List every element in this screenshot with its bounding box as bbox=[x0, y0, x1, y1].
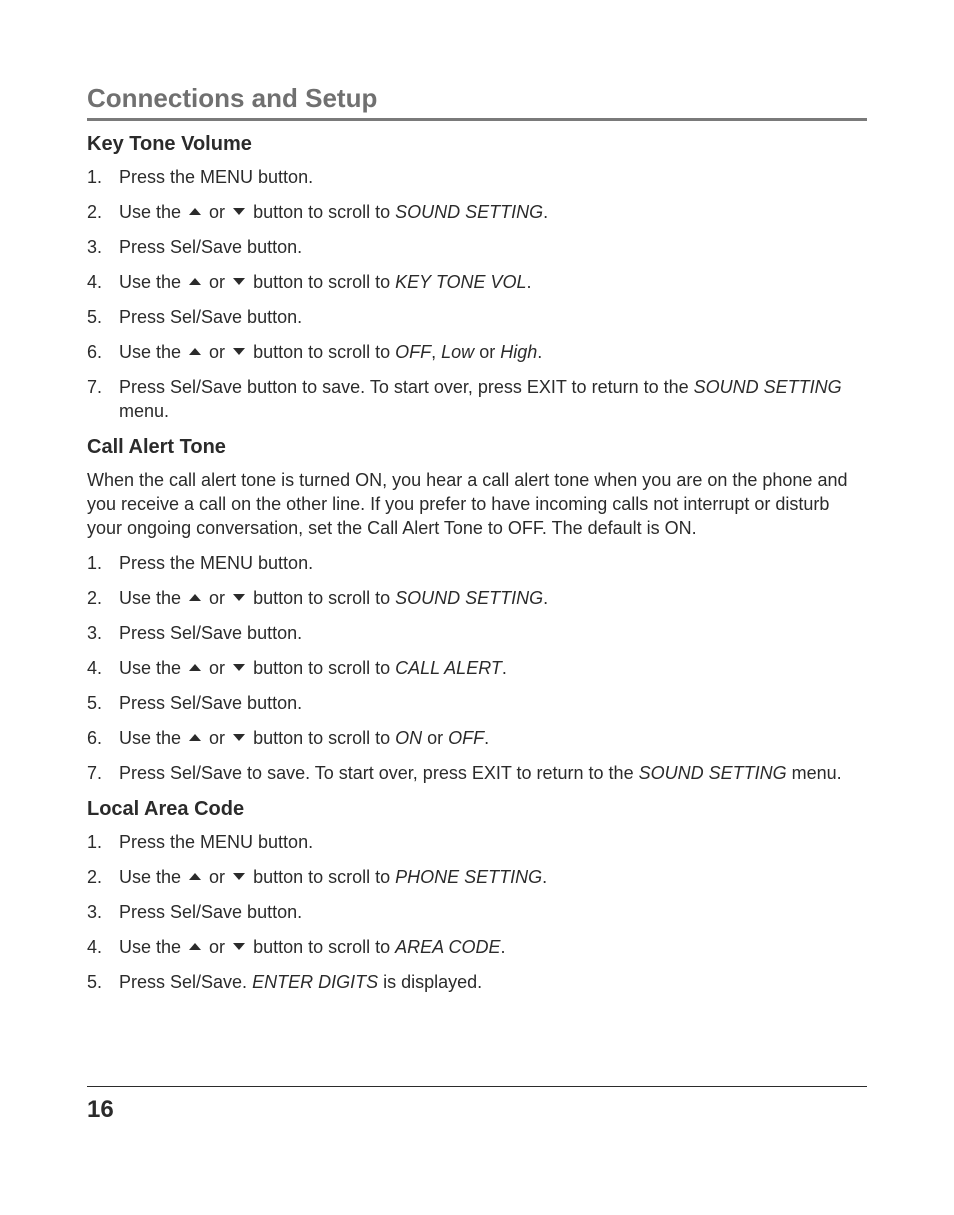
page-content bbox=[87, 80, 867, 1005]
text-run: or bbox=[209, 272, 226, 292]
step-text bbox=[119, 728, 489, 748]
text-run: Press Sel/Save button. bbox=[119, 902, 303, 922]
step-number: 2. bbox=[87, 202, 103, 222]
menu-term: OFF bbox=[448, 728, 485, 748]
step-text bbox=[119, 623, 302, 643]
step-number: 1. bbox=[87, 553, 103, 573]
step-number: 3. bbox=[87, 623, 103, 643]
text-run: button to scroll to bbox=[253, 588, 396, 608]
sections-container bbox=[87, 131, 867, 994]
section-heading: Key Tone Volume bbox=[87, 133, 252, 155]
steps-list bbox=[87, 165, 867, 423]
text-run: button to scroll to bbox=[253, 937, 396, 957]
down-arrow-icon bbox=[233, 664, 245, 671]
up-arrow-icon bbox=[189, 664, 201, 671]
step-text bbox=[119, 972, 482, 992]
step-item bbox=[87, 305, 867, 329]
menu-term: ON bbox=[395, 728, 423, 748]
text-run: Press Sel/Save button to save. To start over, press EXIT to return to the bbox=[119, 377, 694, 397]
up-arrow-icon bbox=[189, 873, 201, 880]
step-item bbox=[87, 761, 867, 785]
step-text bbox=[119, 342, 542, 362]
step-number: 4. bbox=[87, 937, 103, 957]
step-item bbox=[87, 970, 867, 994]
step-item bbox=[87, 621, 867, 645]
step-text bbox=[119, 237, 302, 257]
up-arrow-icon bbox=[189, 208, 201, 215]
text-run: Press Sel/Save to save. To start over, press EXIT to return to the bbox=[119, 763, 639, 783]
step-text bbox=[119, 902, 302, 922]
step-item bbox=[87, 165, 867, 189]
section-heading: Call Alert Tone bbox=[87, 436, 226, 458]
menu-term: Low bbox=[441, 342, 475, 362]
text-run: Use the bbox=[119, 202, 182, 222]
menu-term: OFF bbox=[395, 342, 432, 362]
text-run: . bbox=[484, 728, 490, 748]
text-run: or bbox=[209, 202, 226, 222]
text-run: . bbox=[526, 272, 532, 292]
down-arrow-icon bbox=[233, 278, 245, 285]
up-arrow-icon bbox=[189, 943, 201, 950]
step-number: 6. bbox=[87, 728, 103, 748]
text-run: Use the bbox=[119, 867, 182, 887]
step-text bbox=[119, 937, 506, 957]
step-text bbox=[119, 832, 313, 852]
text-run: Press the MENU button. bbox=[119, 167, 314, 187]
up-arrow-icon bbox=[189, 278, 201, 285]
text-run: or bbox=[209, 658, 226, 678]
down-arrow-icon bbox=[233, 734, 245, 741]
steps-list bbox=[87, 830, 867, 994]
step-number: 1. bbox=[87, 832, 103, 852]
step-number: 4. bbox=[87, 272, 103, 292]
text-run: menu. bbox=[119, 401, 170, 421]
down-arrow-icon bbox=[233, 873, 245, 880]
step-number: 2. bbox=[87, 867, 103, 887]
steps-list bbox=[87, 551, 867, 785]
step-text bbox=[119, 272, 532, 292]
text-run: Press the MENU button. bbox=[119, 553, 314, 573]
chapter-title: Connections and Setup bbox=[87, 80, 867, 121]
menu-term: PHONE SETTING bbox=[395, 867, 543, 887]
menu-term: High bbox=[500, 342, 538, 362]
step-text bbox=[119, 307, 302, 327]
up-arrow-icon bbox=[189, 594, 201, 601]
step-text bbox=[119, 693, 302, 713]
step-item bbox=[87, 691, 867, 715]
text-run: . bbox=[537, 342, 543, 362]
step-item bbox=[87, 865, 867, 889]
step-number: 4. bbox=[87, 658, 103, 678]
up-arrow-icon bbox=[189, 348, 201, 355]
step-item bbox=[87, 340, 867, 364]
text-run: button to scroll to bbox=[253, 202, 396, 222]
text-run: button to scroll to bbox=[253, 728, 396, 748]
step-number: 1. bbox=[87, 167, 103, 187]
text-run: is displayed. bbox=[378, 972, 483, 992]
text-run: Press Sel/Save button. bbox=[119, 623, 303, 643]
menu-term: KEY TONE VOL bbox=[395, 272, 527, 292]
text-run: or bbox=[209, 937, 226, 957]
step-item bbox=[87, 935, 867, 959]
step-item bbox=[87, 726, 867, 750]
menu-term: SOUND SETTING bbox=[395, 202, 544, 222]
text-run: , bbox=[431, 342, 442, 362]
text-run: . bbox=[500, 937, 506, 957]
step-number: 5. bbox=[87, 307, 103, 327]
step-text bbox=[119, 377, 842, 421]
menu-term: SOUND SETTING bbox=[638, 763, 787, 783]
footer-divider bbox=[87, 1086, 867, 1087]
text-run: or bbox=[209, 867, 226, 887]
step-item bbox=[87, 586, 867, 610]
up-arrow-icon bbox=[189, 734, 201, 741]
step-item bbox=[87, 375, 867, 423]
step-number: 7. bbox=[87, 763, 103, 783]
text-run: button to scroll to bbox=[253, 658, 396, 678]
step-number: 5. bbox=[87, 693, 103, 713]
section-heading: Local Area Code bbox=[87, 798, 245, 820]
step-number: 3. bbox=[87, 237, 103, 257]
step-text bbox=[119, 867, 547, 887]
step-text bbox=[119, 763, 842, 783]
step-text bbox=[119, 588, 548, 608]
text-run: Press the MENU button. bbox=[119, 832, 314, 852]
text-run: Use the bbox=[119, 588, 182, 608]
text-run: or bbox=[209, 588, 226, 608]
menu-term: SOUND SETTING bbox=[693, 377, 842, 397]
page-number: 16 bbox=[87, 1096, 114, 1123]
down-arrow-icon bbox=[233, 594, 245, 601]
menu-term: AREA CODE bbox=[395, 937, 501, 957]
text-run: or bbox=[422, 728, 449, 748]
down-arrow-icon bbox=[233, 943, 245, 950]
section-paragraph: When the call alert tone is turned ON, you hear a call alert tone when you are on the phone and you receive a call on the other line. If you prefer to have incoming calls not interrupt or disturb your ongoing conversation, set the Call Alert Tone to OFF. The default is ON. bbox=[87, 470, 848, 538]
text-run: . bbox=[543, 202, 549, 222]
step-item bbox=[87, 235, 867, 259]
text-run: or bbox=[474, 342, 501, 362]
text-run: . bbox=[543, 588, 549, 608]
step-number: 6. bbox=[87, 342, 103, 362]
step-text bbox=[119, 553, 313, 573]
step-item bbox=[87, 551, 867, 575]
menu-term: SOUND SETTING bbox=[395, 588, 544, 608]
down-arrow-icon bbox=[233, 348, 245, 355]
step-text bbox=[119, 167, 313, 187]
text-run: button to scroll to bbox=[253, 867, 396, 887]
text-run: or bbox=[209, 342, 226, 362]
step-text bbox=[119, 658, 507, 678]
text-run: or bbox=[209, 728, 226, 748]
down-arrow-icon bbox=[233, 208, 245, 215]
text-run: Use the bbox=[119, 658, 182, 678]
menu-term: ENTER DIGITS bbox=[252, 972, 379, 992]
text-run: Press Sel/Save button. bbox=[119, 237, 303, 257]
text-run: Press Sel/Save. bbox=[119, 972, 253, 992]
step-item bbox=[87, 270, 867, 294]
step-number: 5. bbox=[87, 972, 103, 992]
text-run: button to scroll to bbox=[253, 342, 396, 362]
text-run: Use the bbox=[119, 728, 182, 748]
step-number: 7. bbox=[87, 377, 103, 397]
text-run: . bbox=[542, 867, 548, 887]
step-item bbox=[87, 200, 867, 224]
step-item bbox=[87, 656, 867, 680]
step-text bbox=[119, 202, 548, 222]
text-run: Use the bbox=[119, 342, 182, 362]
text-run: Use the bbox=[119, 272, 182, 292]
step-item bbox=[87, 900, 867, 924]
text-run: . bbox=[501, 658, 507, 678]
text-run: Press Sel/Save button. bbox=[119, 307, 303, 327]
step-number: 2. bbox=[87, 588, 103, 608]
text-run: menu. bbox=[786, 763, 842, 783]
text-run: Press Sel/Save button. bbox=[119, 693, 303, 713]
step-number: 3. bbox=[87, 902, 103, 922]
menu-term: CALL ALERT bbox=[395, 658, 502, 678]
text-run: Use the bbox=[119, 937, 182, 957]
step-item bbox=[87, 830, 867, 854]
text-run: button to scroll to bbox=[253, 272, 396, 292]
